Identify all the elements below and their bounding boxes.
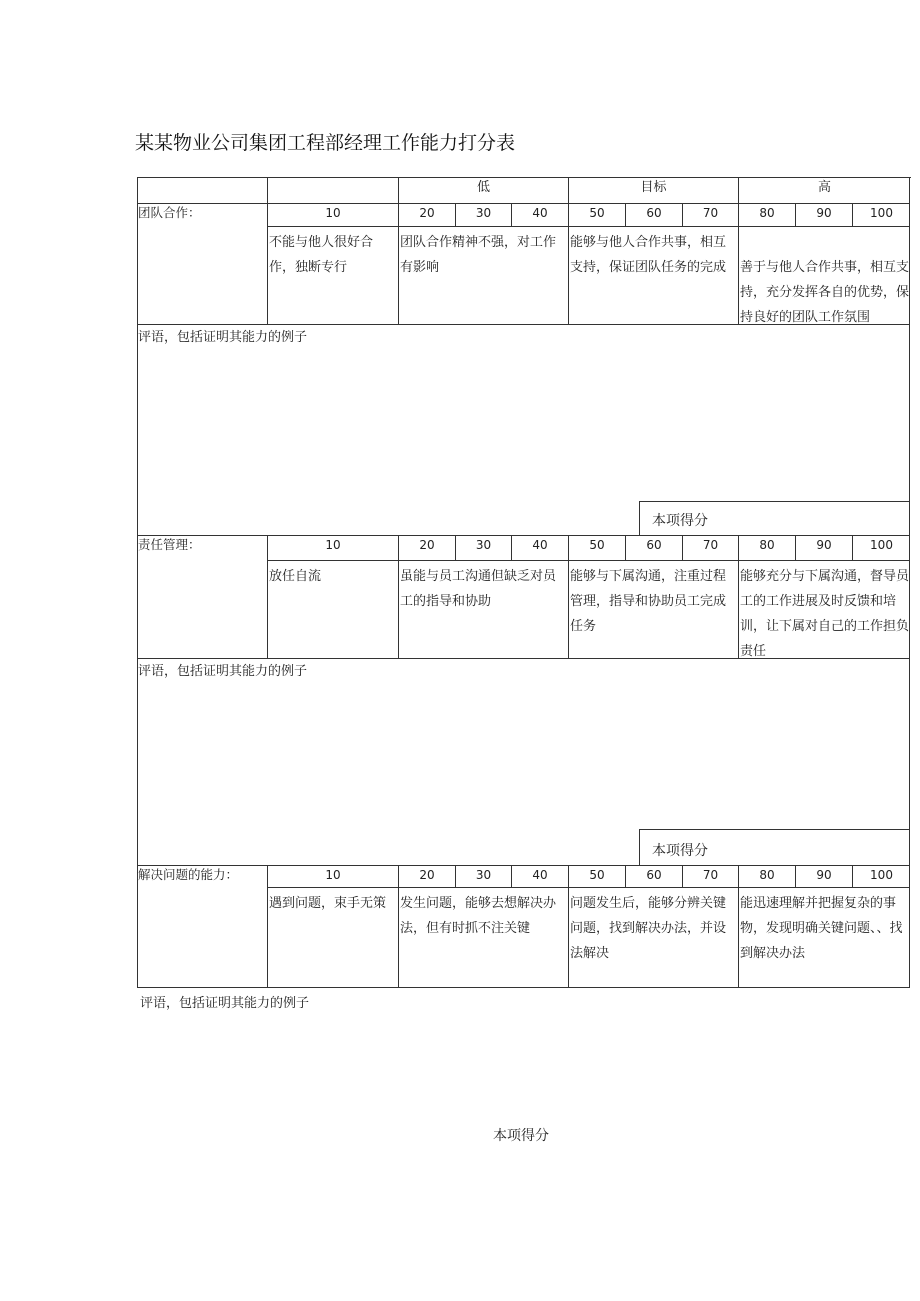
scale-10: 10 xyxy=(267,203,398,226)
desc-teamwork-3: 能够与他人合作共事，相互支持，保证团队任务的完成 xyxy=(568,226,738,324)
comment-responsibility: 评语，包括证明其能力的例子 xyxy=(137,658,910,865)
header-blank-2 xyxy=(267,177,398,203)
desc-teamwork-1: 不能与他人很好合作，独断专行 xyxy=(267,226,398,324)
scale-90: 90 xyxy=(795,865,852,887)
desc-responsibility-2: 虽能与员工沟通但缺乏对员工的指导和协助 xyxy=(398,560,568,658)
header-target: 目标 xyxy=(568,177,738,203)
scale-30: 30 xyxy=(455,203,511,226)
scale-90: 90 xyxy=(795,203,852,226)
scale-70: 70 xyxy=(682,535,738,560)
page-title: 某某物业公司集团工程部经理工作能力打分表 xyxy=(135,132,516,154)
desc-responsibility-3: 能够与下属沟通，注重过程管理，指导和协助员工完成任务 xyxy=(568,560,738,658)
scale-100: 100 xyxy=(852,203,910,226)
scale-60: 60 xyxy=(625,865,682,887)
score-problem-solving: 本项得分 xyxy=(493,1128,549,1144)
desc-problem-solving-2: 发生问题，能够去想解决办法，但有时抓不注关键 xyxy=(398,887,568,987)
scale-90: 90 xyxy=(795,535,852,560)
section-label-teamwork: 团队合作： xyxy=(137,203,267,324)
scale-80: 80 xyxy=(738,865,795,887)
comment-problem-solving: 评语，包括证明其能力的例子 xyxy=(140,996,310,1011)
scale-70: 70 xyxy=(682,203,738,226)
section-label-problem-solving: 解决问题的能力： xyxy=(137,865,267,988)
scale-60: 60 xyxy=(625,203,682,226)
desc-teamwork-4: 善于与他人合作共事，相互支持，充分发挥各自的优势，保持良好的团队工作氛围 xyxy=(738,226,910,324)
scale-100: 100 xyxy=(852,865,910,887)
scale-80: 80 xyxy=(738,535,795,560)
scale-20: 20 xyxy=(398,865,455,887)
scale-50: 50 xyxy=(568,535,625,560)
scale-50: 50 xyxy=(568,203,625,226)
scale-80: 80 xyxy=(738,203,795,226)
scale-10: 10 xyxy=(267,865,398,887)
score-responsibility: 本项得分 xyxy=(639,829,910,865)
scale-10: 10 xyxy=(267,535,398,560)
score-teamwork: 本项得分 xyxy=(639,501,910,535)
scale-20: 20 xyxy=(398,535,455,560)
scale-40: 40 xyxy=(511,535,568,560)
scale-60: 60 xyxy=(625,535,682,560)
section-label-responsibility: 责任管理： xyxy=(137,535,267,658)
desc-problem-solving-3: 问题发生后，能够分辨关键问题，找到解决办法，并设法解决 xyxy=(568,887,738,987)
desc-problem-solving-1: 遇到问题，束手无策 xyxy=(267,887,398,987)
scale-30: 30 xyxy=(455,865,511,887)
desc-teamwork-2: 团队合作精神不强，对工作有影响 xyxy=(398,226,568,324)
desc-responsibility-4: 能够充分与下属沟通，督导员工的工作进展及时反馈和培训，让下属对自己的工作担负责任 xyxy=(738,560,910,658)
desc-problem-solving-4: 能迅速理解并把握复杂的事物，发现明确关键问题、、找到解决办法 xyxy=(738,887,910,987)
header-high: 高 xyxy=(738,177,910,203)
scale-20: 20 xyxy=(398,203,455,226)
scale-40: 40 xyxy=(511,203,568,226)
desc-responsibility-1: 放任自流 xyxy=(267,560,398,658)
header-low: 低 xyxy=(398,177,568,203)
scale-50: 50 xyxy=(568,865,625,887)
scale-40: 40 xyxy=(511,865,568,887)
scale-70: 70 xyxy=(682,865,738,887)
scale-100: 100 xyxy=(852,535,910,560)
comment-teamwork: 评语，包括证明其能力的例子 xyxy=(137,324,910,535)
scale-30: 30 xyxy=(455,535,511,560)
header-blank-1 xyxy=(137,177,267,203)
